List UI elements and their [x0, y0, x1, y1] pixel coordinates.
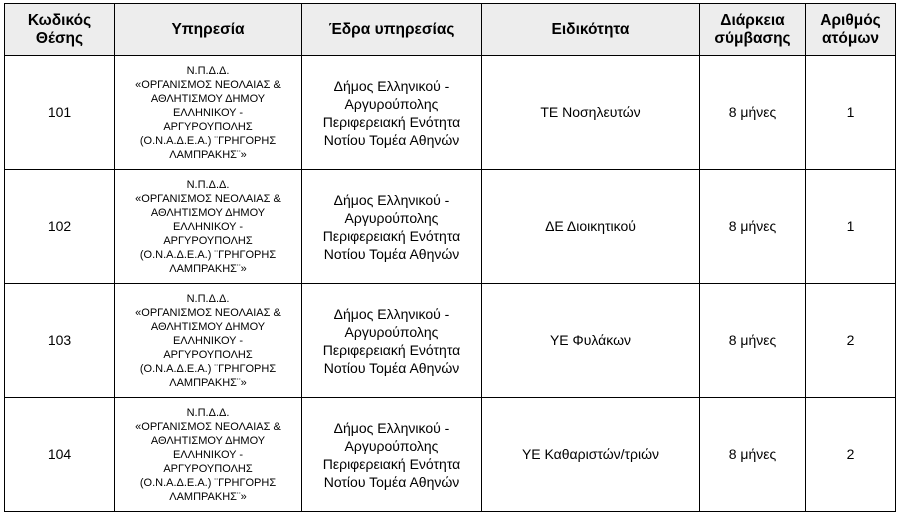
service-line: (Ο.Ν.Α.Δ.Ε.Α.) ¨ΓΡΗΓΟΡΗΣ [139, 248, 277, 261]
cell-position-code: 103 [5, 284, 115, 398]
service-line: ΕΛΛΗΝΙΚΟΥ - [172, 448, 244, 461]
header-row [5, 4, 896, 56]
header-number-of-persons-line1: Αριθμός [820, 11, 881, 29]
service-line: (Ο.Ν.Α.Δ.Ε.Α.) ¨ΓΡΗΓΟΡΗΣ [139, 362, 277, 375]
seat-line: Δήμος Ελληνικού - [333, 419, 450, 436]
service-line: ΑΡΓΥΡΟΥΠΟΛΗΣ [163, 348, 253, 361]
service-line: Ν.Π.Δ.Δ. [186, 292, 230, 305]
service-line: Ν.Π.Δ.Δ. [186, 178, 230, 191]
service-line: Ν.Π.Δ.Δ. [186, 64, 230, 77]
service-line: ΕΛΛΗΝΙΚΟΥ - [172, 106, 244, 119]
header-specialty: Ειδικότητα [482, 4, 700, 56]
cell-service [115, 398, 302, 512]
seat-line: Αργυρούπολης [344, 437, 439, 454]
header-number-of-persons [806, 4, 896, 56]
service-line: «ΟΡΓΑΝΙΣΜΟΣ ΝΕΟΛΑΙΑΣ & [135, 420, 281, 433]
cell-position-code: 102 [5, 170, 115, 284]
service-line: ΑΘΛΗΤΙΣΜΟΥ ΔΗΜΟΥ [150, 434, 266, 447]
seat-line: Δήμος Ελληνικού - [333, 305, 450, 322]
table-header [5, 4, 896, 56]
service-line: ΛΑΜΠΡΑΚΗΣ¨» [169, 262, 247, 275]
seat-line: Δήμος Ελληνικού - [333, 191, 450, 208]
header-service-seat: Έδρα υπηρεσίας [302, 4, 482, 56]
service-line: «ΟΡΓΑΝΙΣΜΟΣ ΝΕΟΛΑΙΑΣ & [135, 306, 281, 319]
seat-line: Νοτίου Τομέα Αθηνών [323, 473, 460, 490]
service-line: Ν.Π.Δ.Δ. [186, 406, 230, 419]
seat-line: Νοτίου Τομέα Αθηνών [323, 359, 460, 376]
cell-contract-duration: 8 μήνες [700, 56, 806, 170]
seat-line: Περιφερειακή Ενότητα [322, 455, 461, 472]
service-line: ΑΡΓΥΡΟΥΠΟΛΗΣ [163, 234, 253, 247]
header-number-of-persons-line2: ατόμων [821, 29, 880, 47]
cell-number-of-persons: 2 [806, 284, 896, 398]
seat-line: Περιφερειακή Ενότητα [322, 113, 461, 130]
service-line: «ΟΡΓΑΝΙΣΜΟΣ ΝΕΟΛΑΙΑΣ & [135, 192, 281, 205]
cell-service-seat [302, 398, 482, 512]
service-line: ΑΘΛΗΤΙΣΜΟΥ ΔΗΜΟΥ [150, 92, 266, 105]
cell-contract-duration: 8 μήνες [700, 170, 806, 284]
cell-number-of-persons: 1 [806, 56, 896, 170]
table-body [5, 56, 896, 512]
service-line: ΑΡΓΥΡΟΥΠΟΛΗΣ [163, 120, 253, 133]
table-row [5, 284, 896, 398]
positions-table [4, 3, 896, 512]
cell-service [115, 56, 302, 170]
cell-contract-duration: 8 μήνες [700, 398, 806, 512]
service-line: ΕΛΛΗΝΙΚΟΥ - [172, 334, 244, 347]
service-line: (Ο.Ν.Α.Δ.Ε.Α.) ¨ΓΡΗΓΟΡΗΣ [139, 476, 277, 489]
header-contract-duration [700, 4, 806, 56]
header-service: Υπηρεσία [115, 4, 302, 56]
header-position-code-line2: Θέσης [35, 29, 84, 47]
cell-number-of-persons: 2 [806, 398, 896, 512]
header-contract-duration-line1: Διάρκεια [720, 11, 785, 29]
table-row [5, 398, 896, 512]
seat-line: Αργυρούπολης [344, 95, 439, 112]
cell-specialty: ΥΕ Φυλάκων [482, 284, 700, 398]
cell-position-code: 101 [5, 56, 115, 170]
cell-specialty: ΔΕ Διοικητικού [482, 170, 700, 284]
cell-contract-duration: 8 μήνες [700, 284, 806, 398]
seat-line: Περιφερειακή Ενότητα [322, 227, 461, 244]
header-position-code-line1: Κωδικός [27, 11, 92, 29]
service-line: «ΟΡΓΑΝΙΣΜΟΣ ΝΕΟΛΑΙΑΣ & [135, 78, 281, 91]
service-line: ΑΡΓΥΡΟΥΠΟΛΗΣ [163, 462, 253, 475]
service-line: ΑΘΛΗΤΙΣΜΟΥ ΔΗΜΟΥ [150, 206, 266, 219]
table-row [5, 170, 896, 284]
seat-line: Δήμος Ελληνικού - [333, 77, 450, 94]
header-contract-duration-line2: σύμβασης [714, 29, 791, 47]
service-line: ΛΑΜΠΡΑΚΗΣ¨» [169, 148, 247, 161]
service-line: ΛΑΜΠΡΑΚΗΣ¨» [169, 490, 247, 503]
header-position-code [5, 4, 115, 56]
cell-service-seat [302, 170, 482, 284]
table-row [5, 56, 896, 170]
seat-line: Περιφερειακή Ενότητα [322, 341, 461, 358]
cell-service [115, 284, 302, 398]
cell-number-of-persons: 1 [806, 170, 896, 284]
service-line: ΑΘΛΗΤΙΣΜΟΥ ΔΗΜΟΥ [150, 320, 266, 333]
seat-line: Αργυρούπολης [344, 209, 439, 226]
service-line: ΛΑΜΠΡΑΚΗΣ¨» [169, 376, 247, 389]
seat-line: Νοτίου Τομέα Αθηνών [323, 245, 460, 262]
cell-service [115, 170, 302, 284]
cell-specialty: ΤΕ Νοσηλευτών [482, 56, 700, 170]
cell-specialty: ΥΕ Καθαριστών/τριών [482, 398, 700, 512]
service-line: ΕΛΛΗΝΙΚΟΥ - [172, 220, 244, 233]
service-line: (Ο.Ν.Α.Δ.Ε.Α.) ¨ΓΡΗΓΟΡΗΣ [139, 134, 277, 147]
cell-service-seat [302, 284, 482, 398]
cell-position-code: 104 [5, 398, 115, 512]
seat-line: Νοτίου Τομέα Αθηνών [323, 131, 460, 148]
seat-line: Αργυρούπολης [344, 323, 439, 340]
cell-service-seat [302, 56, 482, 170]
